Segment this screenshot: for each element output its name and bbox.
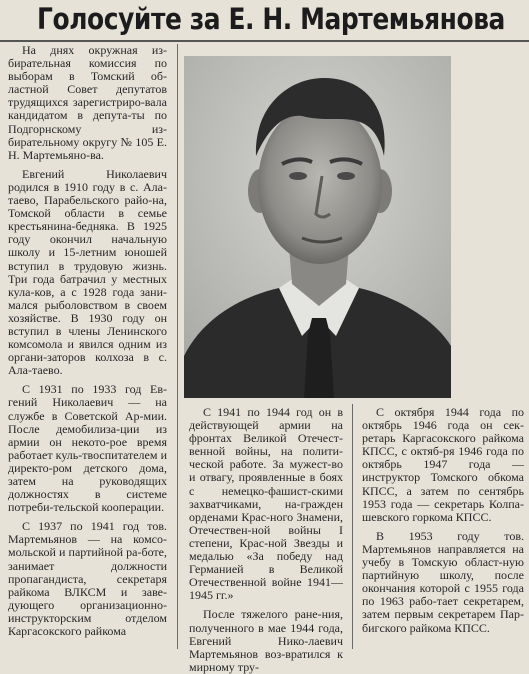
paragraph: В 1953 году тов. Мартемьянов направляется на учебу в Томскую област-ную партийную школу, после окончания которой с 1955 года по 1963 рабо-тает секретарем, затем первым секретарем Пар-бигского райкома КПСС. — [362, 528, 524, 635]
paragraph: С октября 1944 года по октябрь 1946 года он сек-ретарь Каргасокского райкома КПСС, с октяб-ря 1946 года по октябрь 1947 года — инструктор Томского обкома КПСС, а затем по сентябрь 1953 года — секретарь Колпа-шевского горкома КПСС. — [362, 405, 524, 524]
headline: Голосуйте за Е. Н. Мартемьянова — [37, 2, 505, 36]
paragraph: С 1937 по 1941 год тов. Мартемьянов — на комсо-мольской и партийной ра-боте, занимает должности пропагандиста, секретаря райкома ВЛКСМ и заве-дующего организационно-инструкторским отделом Каргасокского райкома — [8, 519, 167, 639]
article-column-2 — [189, 405, 343, 674]
paragraph: Евгений Николаевич родился в 1910 году в с. Ала-таево, Парабельского райо-на, Томской области в семье крестьянина-бедняка. В 1925 году окончил начальную школу и 15-летним юношей вступил в трудовую жизнь. Три года батрачил у местных кула-ков, а с 1928 года зани-мался рыболовством в своем хозяйстве. В 1930 году он вступил в члены Ленинского комсомола и явился одним из органи-заторов колхоза в с. Ала-таево. — [8, 166, 167, 378]
paragraph: С 1941 по 1944 год он в действующей армии на фронтах Великой Отечест-венной войны, на полити-ческой работе. За мужест-во и отвагу, проявленные в боях с немецко-фашист-скими захватчиками, на-гражден орденами Крас-ного Знамени, Отечествен-ной войны I степени, Крас-ной Звезды и медалью «За победу над Германией в Великой Отечественной войне 1941—1945 гг.» — [189, 405, 343, 603]
column-divider — [177, 44, 178, 649]
headline-rule — [0, 40, 529, 42]
article-column-3 — [362, 406, 524, 649]
article-column-1 — [8, 44, 167, 649]
paragraph: На днях окружная из-бирательная комиссия по выборам в Томский об-ластной Совет депутатов трудящихся зарегистриро-вала кандидатом в депута-ты по Подгорнскому из-бирательному округу № 105 Е. Н. Мартемьяно-ва. — [8, 43, 167, 162]
portrait-image — [184, 56, 451, 398]
portrait-photo — [184, 56, 451, 398]
paragraph: С 1931 по 1933 год Ев-гений Николаевич — на службе в Советской Ар-мии. После демобилиза-ции из армии он некото-рое время работает куль-твоспитателем и директо-ром детского дома, затем на руководящих должностях в системе потреби-тельской кооперации. — [8, 382, 167, 515]
column-divider — [352, 404, 353, 649]
paragraph: После тяжелого ране-ния, полученного в мае 1944 года, Евгений Нико-лаевич Мартемьянов воз-вратился к мирному тру- — [189, 607, 343, 674]
